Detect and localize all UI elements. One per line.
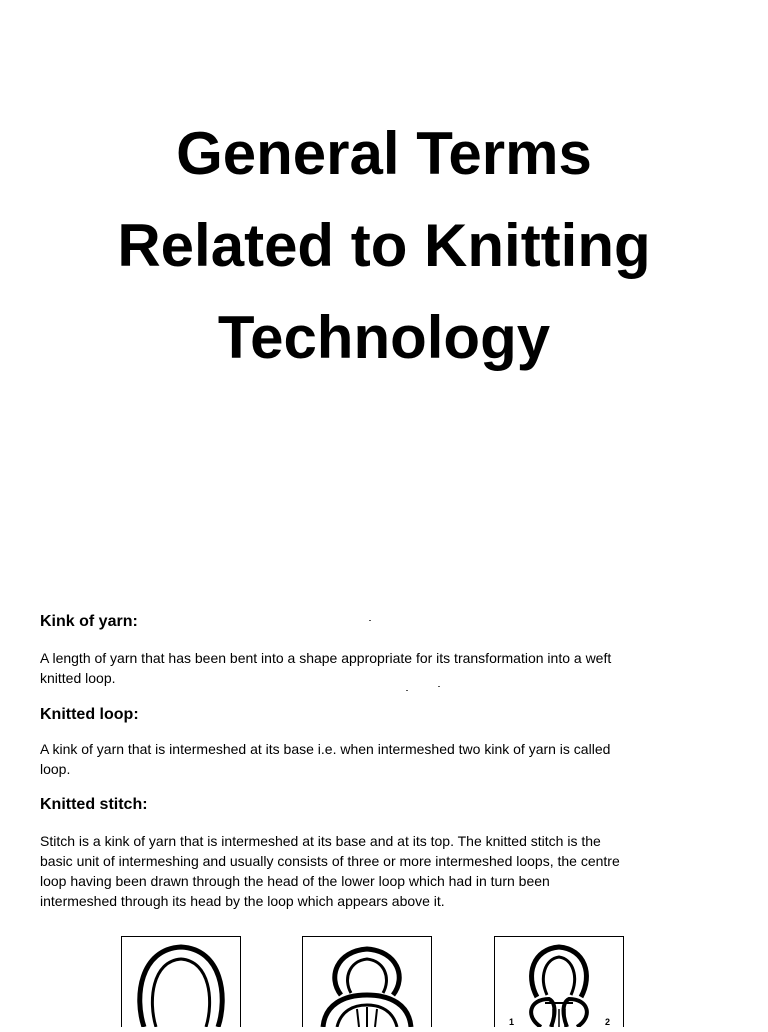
section-knitted-stitch-body — [40, 831, 692, 911]
paragraph-line: Stitch is a kink of yarn that is intermeshed at its base and at its top. The knitted stitch is the — [40, 833, 601, 849]
knitted-stitch-illustration — [495, 937, 623, 1027]
stitch-figures — [0, 936, 768, 1027]
paragraph-line: intermeshed through its head by the loop which appears above it. — [40, 893, 445, 909]
section-heading: Knitted stitch: — [40, 796, 148, 813]
paragraph-line: loop having been drawn through the head of the lower loop which had in turn been — [40, 873, 550, 889]
paragraph-line: basic unit of intermeshing and usually consists of three or more intermeshed loops, the centre — [40, 853, 620, 869]
section-knitted-stitch — [40, 795, 692, 815]
figure-label-2: 2 — [605, 1017, 611, 1027]
paragraph-line: knitted loop. — [40, 670, 116, 686]
section-heading: Kink of yarn: — [40, 613, 138, 630]
section-knitted-loop — [40, 705, 692, 725]
scan-speck — [438, 686, 440, 687]
section-kink-of-yarn — [40, 612, 692, 632]
paragraph-line: loop. — [40, 761, 71, 777]
scan-speck — [369, 620, 371, 621]
figure-kink-of-yarn — [121, 936, 241, 1027]
title-line-2: Related to Knitting — [117, 212, 651, 279]
paragraph-line: A length of yarn that has been bent into a shape appropriate for its transformation into a weft — [40, 650, 612, 666]
title-line-3: Technology — [217, 304, 551, 371]
figure-knitted-stitch — [494, 936, 624, 1027]
scan-speck — [406, 690, 408, 691]
title-line-1: General Terms — [176, 120, 592, 187]
section-kink-of-yarn-body — [40, 648, 692, 688]
section-heading: Knitted loop: — [40, 706, 139, 723]
kink-of-yarn-illustration — [122, 937, 240, 1027]
figure-label-1: 1 — [509, 1017, 515, 1027]
paragraph-line: A kink of yarn that is intermeshed at its base i.e. when intermeshed two kink of yarn is called — [40, 741, 611, 757]
knitted-loop-illustration — [303, 937, 431, 1027]
page-title — [0, 108, 768, 384]
section-knitted-loop-body — [40, 739, 692, 779]
figure-knitted-loop — [302, 936, 432, 1027]
